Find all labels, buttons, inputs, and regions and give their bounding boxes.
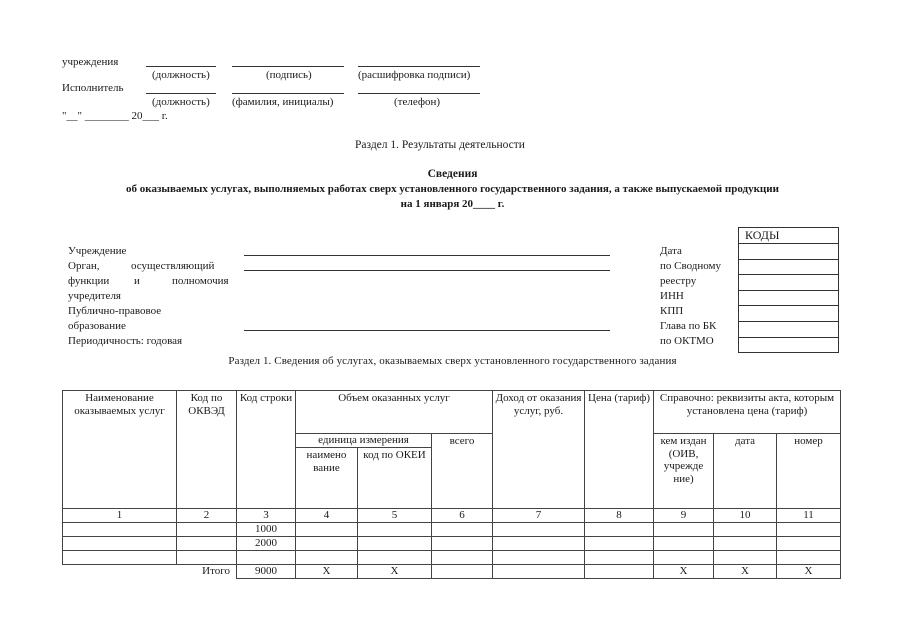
cell[interactable] bbox=[585, 523, 654, 537]
label-date: Дата bbox=[660, 245, 682, 257]
header-issued-by: кем издан (ОИВ, учрежде ние) bbox=[654, 434, 714, 509]
caption-name: (фамилия, инициалы) bbox=[232, 96, 334, 108]
label-organ-1: Орган, bbox=[68, 260, 100, 272]
cell[interactable] bbox=[296, 537, 358, 551]
caption-signature: (подпись) bbox=[266, 69, 312, 81]
cell[interactable] bbox=[358, 551, 432, 565]
cell[interactable] bbox=[493, 537, 585, 551]
cell[interactable] bbox=[654, 537, 714, 551]
row-code: 1000 bbox=[237, 523, 296, 537]
signature-decode-line bbox=[358, 66, 480, 67]
table-row bbox=[63, 537, 841, 551]
cell[interactable] bbox=[714, 523, 777, 537]
total-label: Итого bbox=[63, 565, 237, 579]
institution-line bbox=[244, 255, 610, 256]
x-mark: X bbox=[296, 565, 358, 579]
x-mark: X bbox=[358, 565, 432, 579]
header-unit-name: наимено вание bbox=[296, 448, 358, 509]
header-reference: Справочно: реквизиты акта, которым установлена цена (тариф) bbox=[654, 391, 841, 434]
column-number: 8 bbox=[585, 509, 654, 523]
label-organ-2: осуществляющий bbox=[131, 260, 215, 272]
cell[interactable] bbox=[177, 537, 237, 551]
code-kpp[interactable] bbox=[739, 306, 839, 322]
column-number: 3 bbox=[237, 509, 296, 523]
header-total: всего bbox=[432, 434, 493, 509]
cell[interactable] bbox=[777, 537, 841, 551]
position-line-1 bbox=[146, 66, 216, 67]
phone-line bbox=[358, 93, 480, 94]
heading-line-1: Сведения bbox=[427, 168, 478, 180]
header-income: Доход от оказания услуг, руб. bbox=[493, 391, 585, 509]
row-code: 2000 bbox=[237, 537, 296, 551]
total-row bbox=[63, 565, 841, 579]
cell[interactable] bbox=[63, 551, 177, 565]
cell[interactable] bbox=[177, 551, 237, 565]
cell[interactable] bbox=[585, 537, 654, 551]
cell[interactable] bbox=[63, 523, 177, 537]
cell[interactable] bbox=[237, 551, 296, 565]
label-organ-4: и bbox=[134, 275, 140, 287]
x-mark: X bbox=[654, 565, 714, 579]
codes-header: КОДЫ bbox=[739, 228, 839, 244]
column-number: 10 bbox=[714, 509, 777, 523]
label-public-1: Публично-правовое bbox=[68, 305, 162, 317]
cell[interactable] bbox=[177, 523, 237, 537]
column-number: 1 bbox=[63, 509, 177, 523]
table-row bbox=[63, 551, 841, 565]
cell[interactable] bbox=[296, 523, 358, 537]
cell[interactable] bbox=[358, 537, 432, 551]
heading-line-2: об оказываемых услугах, выполняемых работах сверх установленного государственного задания, а также выпускаемой продукции bbox=[126, 183, 779, 195]
cell[interactable] bbox=[432, 551, 493, 565]
x-mark: X bbox=[714, 565, 777, 579]
cell[interactable] bbox=[63, 537, 177, 551]
subsection-title: Раздел 1. Сведения об услугах, оказываемых сверх установленного государственного задания bbox=[228, 355, 677, 367]
organ-line bbox=[244, 270, 610, 271]
column-number: 6 bbox=[432, 509, 493, 523]
code-chapter[interactable] bbox=[739, 321, 839, 337]
signature-line bbox=[232, 66, 344, 67]
header-act-number: номер bbox=[777, 434, 841, 509]
caption-position-2: (должность) bbox=[152, 96, 210, 108]
name-line bbox=[232, 93, 344, 94]
header-line-code: Код строки bbox=[237, 391, 296, 509]
label-organ-5: полномочия bbox=[172, 275, 229, 287]
public-line bbox=[244, 330, 610, 331]
caption-signature-decode: (расшифровка подписи) bbox=[358, 69, 471, 81]
column-number: 2 bbox=[177, 509, 237, 523]
cell[interactable] bbox=[493, 551, 585, 565]
cell[interactable] bbox=[493, 565, 585, 579]
caption-position-1: (должность) bbox=[152, 69, 210, 81]
column-numbers-row bbox=[63, 509, 841, 523]
cell[interactable] bbox=[432, 565, 493, 579]
label-registry-1: по Сводному bbox=[660, 260, 722, 272]
label-registry-2: реестру bbox=[660, 275, 697, 287]
code-inn[interactable] bbox=[739, 290, 839, 306]
table-row bbox=[63, 523, 841, 537]
cell[interactable] bbox=[296, 551, 358, 565]
heading-line-3: на 1 января 20____ г. bbox=[400, 198, 505, 210]
institution-signature-label: учреждения bbox=[62, 56, 119, 68]
code-registry-2[interactable] bbox=[739, 275, 839, 291]
label-oktmo: по ОКТМО bbox=[660, 335, 714, 347]
header-price: Цена (тариф) bbox=[585, 391, 654, 509]
date-line: "__" ________ 20___ г. bbox=[62, 110, 168, 122]
cell[interactable] bbox=[777, 551, 841, 565]
header-unit-code: код по ОКЕИ bbox=[358, 448, 432, 509]
label-periodicity: Периодичность: годовая bbox=[68, 335, 183, 347]
header-okved: Код по ОКВЭД bbox=[177, 391, 237, 509]
label-chapter: Глава по БК bbox=[660, 320, 717, 332]
header-act-date: дата bbox=[714, 434, 777, 509]
label-institution: Учреждение bbox=[68, 245, 127, 257]
codes-box bbox=[738, 227, 839, 353]
x-mark: X bbox=[777, 565, 841, 579]
cell[interactable] bbox=[654, 523, 714, 537]
code-date[interactable] bbox=[739, 244, 839, 260]
header-service-name: Наименование оказываемых услуг bbox=[63, 391, 177, 509]
label-kpp: КПП bbox=[660, 305, 684, 317]
column-number: 5 bbox=[358, 509, 432, 523]
column-number: 9 bbox=[654, 509, 714, 523]
cell[interactable] bbox=[585, 565, 654, 579]
total-code: 9000 bbox=[237, 565, 296, 579]
header-volume: Объем оказанных услуг bbox=[296, 391, 493, 434]
label-founder: учредителя bbox=[68, 290, 121, 302]
section-title: Раздел 1. Результаты деятельности bbox=[355, 139, 525, 151]
executor-label: Исполнитель bbox=[62, 82, 124, 94]
label-organ-3: функции bbox=[68, 275, 110, 287]
position-line-2 bbox=[146, 93, 216, 94]
header-unit: единица измерения bbox=[296, 434, 432, 448]
cell[interactable] bbox=[493, 523, 585, 537]
label-public-2: образование bbox=[68, 320, 126, 332]
cell[interactable] bbox=[358, 523, 432, 537]
code-registry[interactable] bbox=[739, 259, 839, 275]
cell[interactable] bbox=[432, 537, 493, 551]
caption-phone: (телефон) bbox=[394, 96, 441, 108]
column-number: 7 bbox=[493, 509, 585, 523]
cell[interactable] bbox=[585, 551, 654, 565]
cell[interactable] bbox=[714, 537, 777, 551]
services-table bbox=[62, 390, 841, 579]
code-oktmo[interactable] bbox=[739, 337, 839, 353]
column-number: 11 bbox=[777, 509, 841, 523]
cell[interactable] bbox=[654, 551, 714, 565]
label-inn: ИНН bbox=[660, 290, 684, 302]
cell[interactable] bbox=[714, 551, 777, 565]
column-number: 4 bbox=[296, 509, 358, 523]
cell[interactable] bbox=[777, 523, 841, 537]
cell[interactable] bbox=[432, 523, 493, 537]
